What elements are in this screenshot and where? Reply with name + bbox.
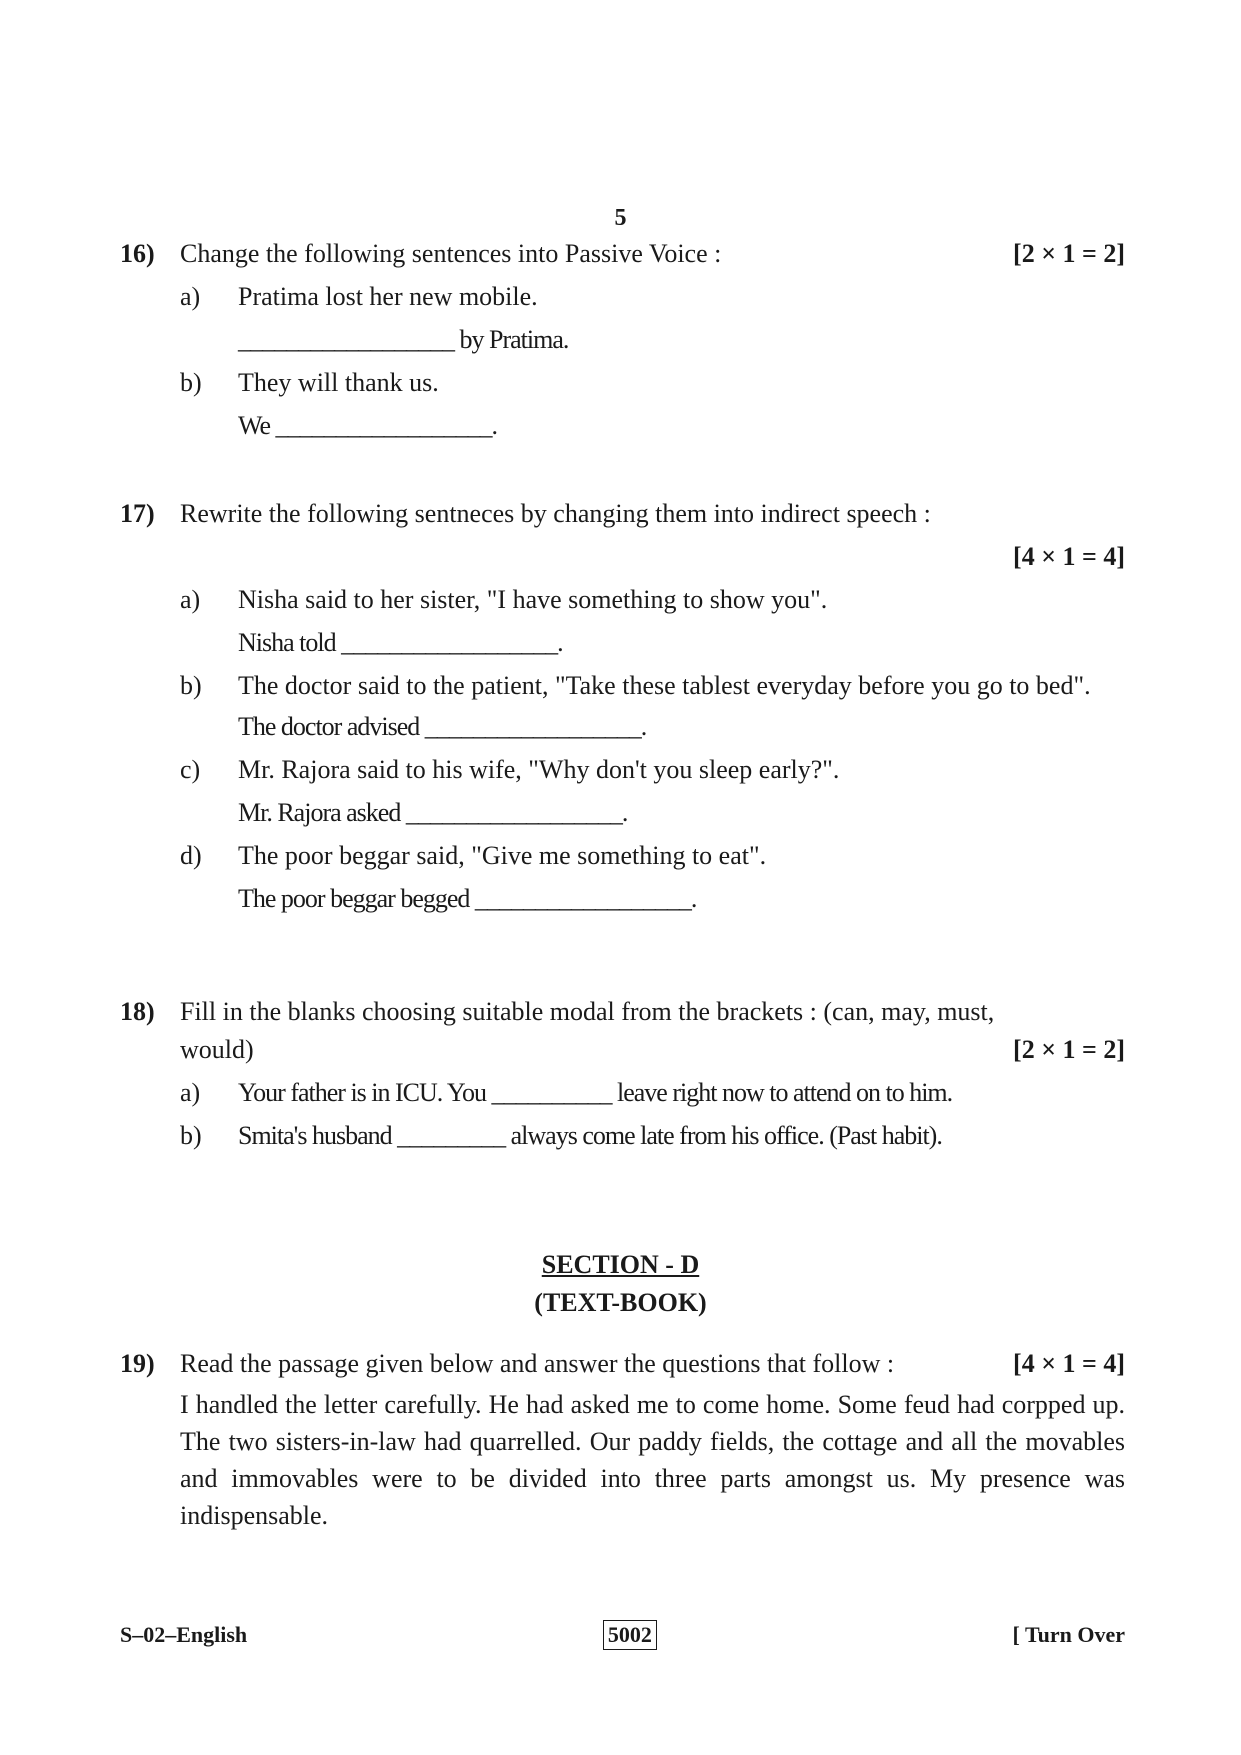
sub-text: Mr. Rajora said to his wife, "Why don't you sleep early?". [238, 755, 840, 784]
footer [120, 1620, 1125, 1650]
page-number: 5 [614, 205, 627, 231]
question-text: Read the passage given below and answer the questions that follow : [180, 1349, 895, 1378]
sub-text: Smita's husband _________ always come late from his office. (Past habit). [238, 1121, 942, 1150]
answer-line: __________________ by Pratima. [238, 325, 569, 354]
sub-text: The poor beggar said, "Give me something to eat". [238, 841, 767, 870]
sub-text: The doctor said to the patient, "Take these tablest everyday before you go to bed". [238, 671, 1091, 700]
sub-question-b [180, 361, 1125, 404]
marks: [4 × 1 = 4] [1013, 542, 1125, 571]
question-text-cont: would) [180, 1035, 254, 1064]
sub-label: a) [180, 585, 201, 614]
question-19 [120, 1345, 1125, 1534]
question-17 [120, 492, 1125, 920]
question-text: Change the following sentences into Passive Voice : [180, 239, 722, 268]
answer-line: The doctor advised __________________. [238, 712, 647, 741]
sub-question-a [180, 275, 1125, 318]
sub-text: Your father is in ICU. You __________ leave right now to attend on to him. [238, 1078, 953, 1107]
footer-paper-code: S–02–English [120, 1622, 248, 1647]
answer-line: The poor beggar begged __________________. [238, 884, 697, 913]
sub-question-b [180, 1112, 1125, 1155]
section-title: SECTION - D [541, 1250, 700, 1279]
question-number: 17) [120, 499, 155, 528]
passage: I handled the letter carefully. He had asked me to come home. Some feud had corpped up. The two sisters-in-law had quarrelled. Our paddy fields, the cottage and all the movables and immovables were to be divided into three parts amongst us. My presence was indispensable. [180, 1390, 1125, 1530]
sub-text: Pratima lost her new mobile. [238, 282, 538, 311]
sub-question-b [180, 664, 1125, 705]
sub-question-c [180, 748, 1125, 791]
footer-serial-box: 5002 [603, 1620, 657, 1650]
sub-label: d) [180, 841, 202, 870]
marks: [2 × 1 = 2] [1013, 239, 1125, 268]
question-number: 16) [120, 239, 155, 268]
marks: [2 × 1 = 2] [1013, 1035, 1125, 1064]
question-text: Fill in the blanks choosing suitable modal from the brackets : (can, may, must, [180, 997, 995, 1026]
answer-line: Nisha told __________________. [238, 628, 563, 657]
answer-line: Mr. Rajora asked __________________. [238, 798, 628, 827]
section-subtitle: (TEXT-BOOK) [534, 1288, 707, 1317]
sub-label: a) [180, 282, 201, 311]
question-number: 18) [120, 997, 155, 1026]
sub-label: b) [180, 1121, 202, 1150]
sub-text: Nisha said to her sister, "I have something to show you". [238, 585, 828, 614]
footer-turn-over: [ Turn Over [1012, 1622, 1125, 1647]
sub-label: b) [180, 368, 202, 397]
sub-text: They will thank us. [238, 368, 439, 397]
sub-label: a) [180, 1078, 201, 1107]
question-16 [120, 232, 1125, 447]
question-text: Rewrite the following sentneces by changing them into indirect speech : [180, 499, 931, 528]
sub-question-a [180, 1069, 1125, 1112]
answer-line: We __________________. [238, 411, 497, 440]
sub-label: c) [180, 755, 201, 784]
question-18 [120, 993, 1125, 1155]
sub-label: b) [180, 671, 202, 700]
question-number: 19) [120, 1349, 155, 1378]
sub-question-a [180, 578, 1125, 621]
marks: [4 × 1 = 4] [1013, 1349, 1125, 1378]
sub-question-d [180, 834, 1125, 877]
